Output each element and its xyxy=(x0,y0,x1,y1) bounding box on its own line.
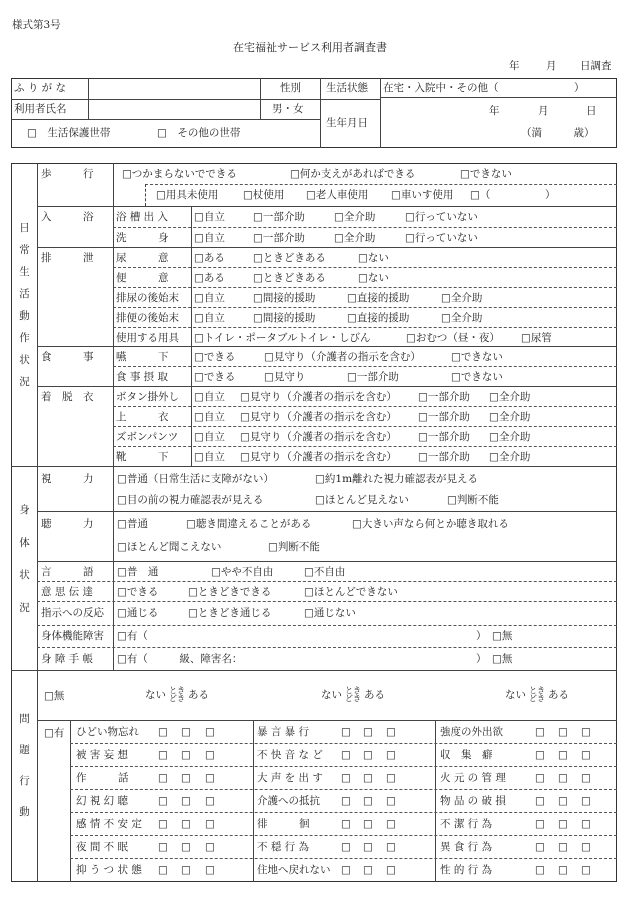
dress-opt[interactable]: □自立 xyxy=(194,451,225,463)
excretion-opt[interactable]: □ときどきある xyxy=(253,272,326,284)
behavior-item-label: 暴 言 暴 行 xyxy=(257,726,310,738)
body-section-label: 身 体 状 況 xyxy=(19,504,30,614)
behavior-none-checkbox[interactable]: □無 xyxy=(44,690,65,702)
behavior-item-label: 火 元 の 管 理 xyxy=(440,772,506,784)
dress-opt[interactable]: □一部介助 xyxy=(418,411,470,423)
behavior-sometimes-box[interactable]: □ xyxy=(181,795,191,807)
behavior-present-box[interactable]: □ xyxy=(386,818,396,830)
disability-label: 身体機能障害 xyxy=(41,630,104,642)
dress-opt[interactable]: □自立 xyxy=(194,411,225,423)
behavior-sometimes-box[interactable]: □ xyxy=(181,818,191,830)
response-label: 指示への反応 xyxy=(41,607,104,619)
behavior-sometimes-box[interactable]: □ xyxy=(181,864,191,876)
dress-opt[interactable]: □全介助 xyxy=(489,431,531,443)
behavior-sometimes-box[interactable]: □ xyxy=(363,726,373,738)
behavior-item-label: 夜 間 不 眠 xyxy=(76,841,129,853)
birth-year-label: 年 xyxy=(489,105,500,117)
behavior-sometimes-box[interactable]: □ xyxy=(558,795,568,807)
walk-opt-support[interactable]: □何か支えがあればできる xyxy=(290,168,416,180)
behavior-has-checkbox[interactable]: □有 xyxy=(44,727,65,739)
behavior-item-label: 収 集 癖 xyxy=(440,749,493,761)
bath-wash-opt[interactable]: □自立 xyxy=(194,232,225,244)
dress-opt[interactable]: □自立 xyxy=(194,391,225,403)
handbook-label: 身 障 手 帳 xyxy=(41,653,94,665)
behavior-item-label: 介護への抵抗 xyxy=(257,795,320,807)
behavior-present-box[interactable]: □ xyxy=(581,749,591,761)
living-status-label: 生活状態 xyxy=(326,82,368,94)
behavior-item-label: 徘 徊 xyxy=(257,818,310,830)
name-label: 利用者氏名 xyxy=(14,103,67,115)
behavior-present-box[interactable]: □ xyxy=(205,795,215,807)
behavior-item-label: 住地へ戻れない xyxy=(257,864,331,876)
hearing-opt[interactable]: □聴き間違えることがある xyxy=(186,518,312,530)
meal-opt[interactable]: □できない xyxy=(451,371,503,383)
behavior-present-box[interactable]: □ xyxy=(386,772,396,784)
dress-opt[interactable]: □見守り（介護者の指示を含む） xyxy=(240,431,397,443)
behavior-item-label: ひどい物忘れ xyxy=(76,726,139,738)
response-opt[interactable]: □ときどき通じる xyxy=(188,607,272,619)
behavior-none-box[interactable]: □ xyxy=(341,864,351,876)
excretion-opt[interactable]: □トイレ・ポータブルトイレ・しびん xyxy=(194,332,371,344)
walk-label: 歩 行 xyxy=(41,168,94,180)
dress-opt[interactable]: □見守り（介護者の指示を含む） xyxy=(240,411,397,423)
behavior-none-box[interactable]: □ xyxy=(341,795,351,807)
behavior-none-box[interactable]: □ xyxy=(341,726,351,738)
communication-label: 意 思 伝 達 xyxy=(41,586,94,598)
excretion-sub: 排便の後始末 xyxy=(116,312,179,324)
excretion-opt[interactable]: □間接的援助 xyxy=(253,312,316,324)
walk-tool-none[interactable]: □用具未使用 xyxy=(156,189,219,201)
behavior-item-label: 作 話 xyxy=(76,772,129,784)
survey-day-label: 日調査 xyxy=(580,60,612,72)
excretion-sub: 尿 意 xyxy=(116,252,169,264)
behavior-present-box[interactable]: □ xyxy=(581,795,591,807)
bath-sub-wash: 洗 身 xyxy=(116,232,169,244)
hearing-opt[interactable]: □判断不能 xyxy=(268,541,320,553)
behavior-item-label: 感 情 不 安 定 xyxy=(76,818,142,830)
excretion-opt[interactable]: □間接的援助 xyxy=(253,292,316,304)
behavior-none-box[interactable]: □ xyxy=(158,772,168,784)
vision-opt[interactable]: □約1m離れた視力確認表が見える xyxy=(315,473,479,485)
age-value: （満 歳） xyxy=(521,127,595,139)
behavior-none-box[interactable]: □ xyxy=(535,795,545,807)
excretion-opt[interactable]: □全介助 xyxy=(441,292,483,304)
dress-opt[interactable]: □一部介助 xyxy=(418,431,470,443)
bath-tub-opt[interactable]: □自立 xyxy=(194,211,225,223)
behavior-item-label: 強度の外出欲 xyxy=(440,726,503,738)
communication-opt[interactable]: □ときどきできる xyxy=(188,586,272,598)
dress-opt[interactable]: □全介助 xyxy=(489,451,531,463)
hearing-label: 聴 力 xyxy=(41,518,94,530)
walk-tool-cane[interactable]: □杖使用 xyxy=(243,189,285,201)
behavior-present-box[interactable]: □ xyxy=(581,772,591,784)
behavior-sometimes-box[interactable]: □ xyxy=(558,818,568,830)
behavior-sometimes-box[interactable]: □ xyxy=(558,864,568,876)
vision-opt[interactable]: □普通（日常生活に支障がない） xyxy=(117,473,274,485)
excretion-opt[interactable]: □全介助 xyxy=(441,312,483,324)
sex-value[interactable]: 男・女 xyxy=(272,103,304,115)
behavior-present-box[interactable]: □ xyxy=(205,864,215,876)
excretion-opt[interactable]: □ない xyxy=(358,272,389,284)
communication-opt[interactable]: □ほとんどできない xyxy=(304,586,398,598)
behavior-sometimes-box[interactable]: □ xyxy=(558,841,568,853)
behavior-sometimes-box[interactable]: □ xyxy=(363,749,373,761)
excretion-opt[interactable]: □ときどきある xyxy=(253,252,326,264)
birthdate-label: 生年月日 xyxy=(326,117,368,129)
behavior-present-box[interactable]: □ xyxy=(386,749,396,761)
walk-tool-walker[interactable]: □老人車使用 xyxy=(306,189,369,201)
excretion-opt[interactable]: □尿管 xyxy=(521,332,552,344)
furigana-label: ふ り が な xyxy=(14,82,67,94)
behavior-present-box[interactable]: □ xyxy=(205,749,215,761)
behavior-sometimes-box[interactable]: □ xyxy=(363,818,373,830)
hearing-opt[interactable]: □普通 xyxy=(117,518,148,530)
behavior-sometimes-box[interactable]: □ xyxy=(181,841,191,853)
disability-close: ） xyxy=(476,630,487,642)
behavior-sometimes-box[interactable]: □ xyxy=(181,726,191,738)
handbook-yes[interactable]: □有（ 級、障害名： xyxy=(117,653,243,665)
dress-opt[interactable]: □全介助 xyxy=(489,391,531,403)
dress-sub: ズボンパンツ xyxy=(116,431,179,443)
meal-sub: 嚥 下 xyxy=(116,351,169,363)
handbook-close: ） xyxy=(476,653,487,665)
sex-label: 性別 xyxy=(280,82,301,94)
behavior-sometimes-box[interactable]: □ xyxy=(181,772,191,784)
behavior-item-label: 幻 視 幻 聴 xyxy=(76,795,129,807)
dress-opt[interactable]: □全介助 xyxy=(489,411,531,423)
behavior-none-box[interactable]: □ xyxy=(158,864,168,876)
behavior-none-box[interactable]: □ xyxy=(341,818,351,830)
behavior-item-label: 異 食 行 為 xyxy=(440,841,493,853)
meal-opt[interactable]: □見守り xyxy=(264,371,306,383)
excretion-sub: 使用する用具 xyxy=(116,332,179,344)
excretion-opt[interactable]: □自立 xyxy=(194,292,225,304)
behavior-none-box[interactable]: □ xyxy=(535,864,545,876)
behavior-sometimes-box[interactable]: □ xyxy=(363,841,373,853)
hearing-opt[interactable]: □大きい声なら何とか聴き取れる xyxy=(352,518,509,530)
behavior-sometimes-box[interactable]: □ xyxy=(363,772,373,784)
walk-opt-unaided[interactable]: □つかまらないでできる xyxy=(122,168,237,180)
adl-section-label: 日 常 生 活 動 作 状 況 xyxy=(19,222,30,388)
handbook-no[interactable]: □無 xyxy=(492,653,513,665)
behavior-item-label: 大 声 を 出 す xyxy=(257,772,323,784)
dress-sub: 靴 下 xyxy=(116,451,169,463)
vision-label: 視 力 xyxy=(41,473,94,485)
bath-tub-opt[interactable]: □行っていない xyxy=(405,211,478,223)
behavior-sometimes-box[interactable]: □ xyxy=(181,749,191,761)
meal-opt[interactable]: □できる xyxy=(194,371,236,383)
walk-tool-other[interactable]: □（ xyxy=(470,189,491,201)
birth-month-label: 月 xyxy=(538,105,549,117)
behavior-none-box[interactable]: □ xyxy=(341,749,351,761)
name-field[interactable] xyxy=(92,101,257,118)
behavior-present-box[interactable]: □ xyxy=(205,726,215,738)
dress-opt[interactable]: □自立 xyxy=(194,431,225,443)
birth-day-label: 日 xyxy=(586,105,597,117)
dress-sub: ボタン掛外し xyxy=(116,391,179,403)
disability-no[interactable]: □無 xyxy=(492,630,513,642)
behavior-present-box[interactable]: □ xyxy=(581,864,591,876)
behavior-none-box[interactable]: □ xyxy=(158,795,168,807)
excretion-sub: 排尿の後始末 xyxy=(116,292,179,304)
behavior-sometimes-box[interactable]: □ xyxy=(363,795,373,807)
survey-year-label: 年 xyxy=(509,60,520,72)
furigana-field[interactable] xyxy=(92,80,257,98)
behavior-none-box[interactable]: □ xyxy=(535,841,545,853)
living-status-close: ） xyxy=(574,82,585,94)
behavior-present-box[interactable]: □ xyxy=(581,818,591,830)
page-title: 在宅福祉サービス利用者調査書 xyxy=(233,41,387,54)
excretion-opt[interactable]: □ある xyxy=(194,252,225,264)
household-welfare-checkbox[interactable]: □ 生活保護世帯 xyxy=(27,127,111,139)
meal-sub: 食 事 摂 取 xyxy=(116,371,169,383)
behavior-none-box[interactable]: □ xyxy=(341,772,351,784)
bath-wash-opt[interactable]: □全介助 xyxy=(334,232,376,244)
meal-opt[interactable]: □一部介助 xyxy=(347,371,399,383)
vision-opt[interactable]: □ほとんど見えない xyxy=(315,494,409,506)
behavior-header: ない とき どき ある xyxy=(505,686,569,703)
bath-wash-opt[interactable]: □行っていない xyxy=(405,232,478,244)
behavior-present-box[interactable]: □ xyxy=(581,726,591,738)
form-number: 様式第3号 xyxy=(12,19,61,31)
behavior-present-box[interactable]: □ xyxy=(386,726,396,738)
bath-tub-opt[interactable]: □全介助 xyxy=(334,211,376,223)
living-status-value[interactable]: 在宅・入院中・その他（ xyxy=(383,82,499,94)
excretion-label: 排 泄 xyxy=(41,252,94,264)
walk-tool-wheelchair[interactable]: □車いす使用 xyxy=(391,189,454,201)
meal-opt[interactable]: □できる xyxy=(194,351,236,363)
excretion-opt[interactable]: □ない xyxy=(358,252,389,264)
behavior-item-label: 物 品 の 破 損 xyxy=(440,795,506,807)
behavior-present-box[interactable]: □ xyxy=(386,841,396,853)
behavior-item-label: 不 穏 行 為 xyxy=(257,841,310,853)
behavior-present-box[interactable]: □ xyxy=(205,841,215,853)
behavior-none-box[interactable]: □ xyxy=(158,818,168,830)
bath-wash-opt[interactable]: □一部介助 xyxy=(253,232,305,244)
vision-opt[interactable]: □目の前の視力確認表が見える xyxy=(117,494,264,506)
dress-opt[interactable]: □見守り（介護者の指示を含む） xyxy=(240,451,397,463)
vision-opt[interactable]: □判断不能 xyxy=(447,494,499,506)
behavior-item-label: 抑 う つ 状 態 xyxy=(76,864,142,876)
behavior-none-box[interactable]: □ xyxy=(535,749,545,761)
dress-opt[interactable]: □一部介助 xyxy=(418,391,470,403)
excretion-opt[interactable]: □おむつ（昼・夜） xyxy=(406,332,500,344)
excretion-opt[interactable]: □直接的援助 xyxy=(347,312,410,324)
behavior-none-box[interactable]: □ xyxy=(158,841,168,853)
behavior-present-box[interactable]: □ xyxy=(205,772,215,784)
dress-label: 着 脱 衣 xyxy=(41,391,94,403)
speech-opt[interactable]: □やや不自由 xyxy=(211,566,274,578)
behavior-none-box[interactable]: □ xyxy=(341,841,351,853)
behavior-section-label: 問 題 行 動 xyxy=(19,712,30,818)
behavior-item-label: 不 潔 行 為 xyxy=(440,818,493,830)
meal-opt[interactable]: □見守り（介護者の指示を含む） xyxy=(264,351,421,363)
walk-tool-other-close: ） xyxy=(545,189,556,201)
behavior-none-box[interactable]: □ xyxy=(535,726,545,738)
survey-month-label: 月 xyxy=(546,60,557,72)
speech-opt[interactable]: □不自由 xyxy=(304,566,346,578)
response-opt[interactable]: □通じる xyxy=(117,607,159,619)
behavior-none-box[interactable]: □ xyxy=(158,749,168,761)
speech-label: 言 語 xyxy=(41,566,94,578)
response-opt[interactable]: □通じない xyxy=(304,607,356,619)
behavior-item-label: 性 的 行 為 xyxy=(440,864,493,876)
behavior-sometimes-box[interactable]: □ xyxy=(558,749,568,761)
behavior-none-box[interactable]: □ xyxy=(158,726,168,738)
hearing-opt[interactable]: □ほとんど聞こえない xyxy=(117,541,222,553)
behavior-sometimes-box[interactable]: □ xyxy=(558,772,568,784)
behavior-sometimes-box[interactable]: □ xyxy=(558,726,568,738)
speech-opt[interactable]: □普 通 xyxy=(117,566,159,578)
excretion-opt[interactable]: □直接的援助 xyxy=(347,292,410,304)
excretion-sub: 便 意 xyxy=(116,272,169,284)
behavior-none-box[interactable]: □ xyxy=(535,818,545,830)
behavior-sometimes-box[interactable]: □ xyxy=(363,864,373,876)
walk-opt-unable[interactable]: □できない xyxy=(460,168,512,180)
behavior-none-box[interactable]: □ xyxy=(535,772,545,784)
meal-label: 食 事 xyxy=(41,351,94,363)
household-other-checkbox[interactable]: □ その他の世帯 xyxy=(157,127,241,139)
behavior-present-box[interactable]: □ xyxy=(386,795,396,807)
meal-opt[interactable]: □できない xyxy=(451,351,503,363)
dress-opt[interactable]: □見守り（介護者の指示を含む） xyxy=(240,391,397,403)
behavior-present-box[interactable]: □ xyxy=(386,864,396,876)
bath-sub-tub: 浴 槽 出 入 xyxy=(116,211,169,223)
behavior-present-box[interactable]: □ xyxy=(205,818,215,830)
excretion-opt[interactable]: □ある xyxy=(194,272,225,284)
dress-sub: 上 衣 xyxy=(116,411,169,423)
behavior-present-box[interactable]: □ xyxy=(581,841,591,853)
behavior-header: ない とき どき ある xyxy=(145,686,209,703)
excretion-opt[interactable]: □自立 xyxy=(194,312,225,324)
bath-label: 入 浴 xyxy=(41,211,94,223)
disability-yes[interactable]: □有（ xyxy=(117,630,148,642)
communication-opt[interactable]: □できる xyxy=(117,586,159,598)
dress-opt[interactable]: □一部介助 xyxy=(418,451,470,463)
behavior-header: ない とき どき ある xyxy=(321,686,385,703)
behavior-item-label: 被 害 妄 想 xyxy=(76,749,129,761)
behavior-item-label: 不 快 音 な ど xyxy=(257,749,323,761)
bath-tub-opt[interactable]: □一部介助 xyxy=(253,211,305,223)
